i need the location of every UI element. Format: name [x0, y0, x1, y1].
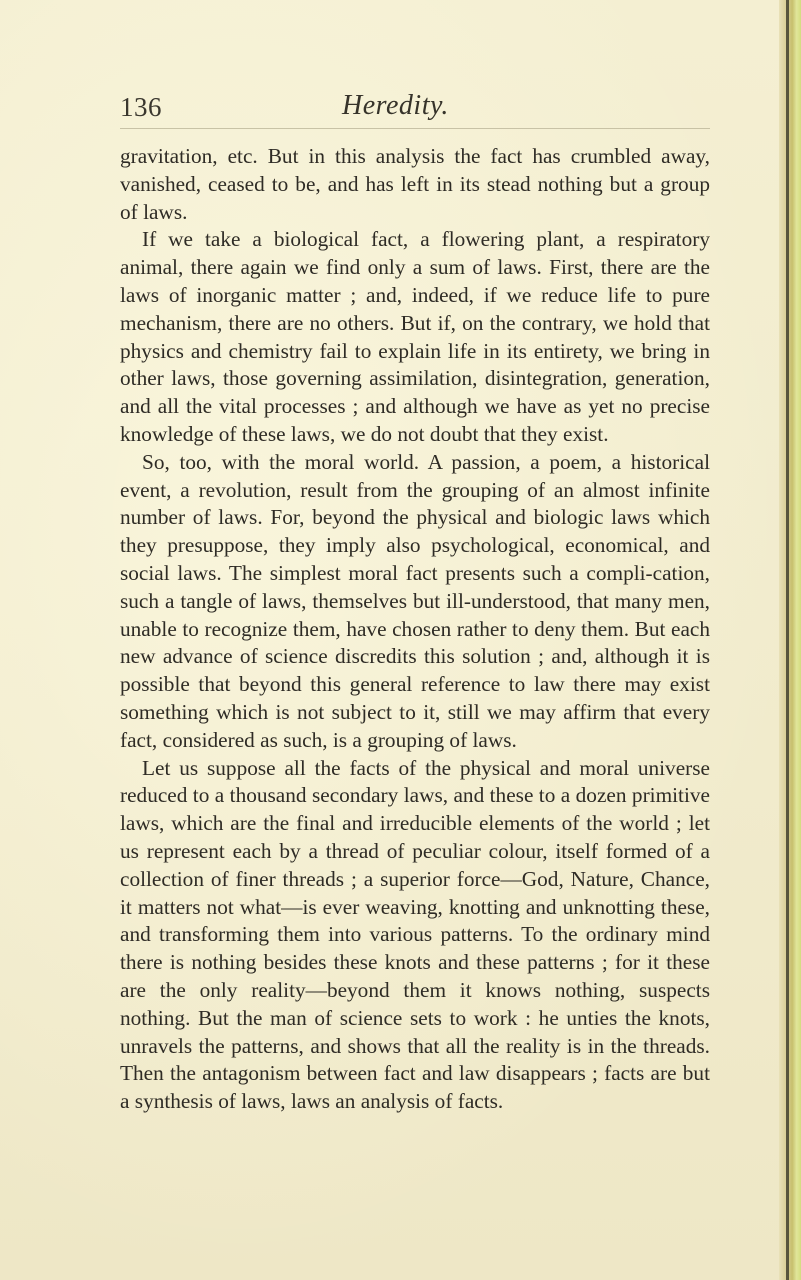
running-head: Heredity.: [342, 90, 449, 121]
paragraph: If we take a biological fact, a flowering plant, a respiratory animal, there again we find only a sum of laws. First, there are the laws of inorganic matter ; and, indeed, if we reduce life to pure mechanism, there are no others. But if, on the contrary, we hold that physics and chemistry fail to explain life in its entirety, we bring in other laws, those governing assimilation, disintegration, generation, and all the vital processes ; and although we have as yet no precise knowledge of these laws, we do not doubt that they exist.: [120, 227, 710, 446]
body-text: [120, 143, 710, 1116]
page-gutter-edge: [779, 0, 801, 1280]
paragraph: gravitation, etc. But in this analysis the fact has crumbled away, vanished, ceased to be, and has left in its stead nothing but a group of laws.: [120, 144, 710, 224]
page-number: 136: [120, 92, 162, 122]
header-rule: [120, 128, 710, 129]
binding-shadow-line: [786, 0, 789, 1280]
paragraph: So, too, with the moral world. A passion, a poem, a historical event, a revolution, result from the grouping of an almost infinite number of laws. For, beyond the physical and biologic laws which they presuppose, they imply also psychological, economical, and social laws. The simplest moral fact presents such a compli-cation, such a tangle of laws, themselves but ill-understood, that many men, unable to recognize them, have chosen rather to deny them. But each new advance of science discredits this solution ; and, although it is possible that beyond this general reference to law there may exist something which is not subject to it, still we may affirm that every fact, considered as such, is a grouping of laws.: [120, 449, 710, 752]
paragraph: Let us suppose all the facts of the physical and moral universe reduced to a thousand secondary laws, and these to a dozen primitive laws, which are the final and irreducible elements of the world ; let us represent each by a thread of peculiar colour, itself formed of a collection of finer threads ; a superior force—God, Nature, Chance, it matters not what—is ever weaving, knotting and unknotting these, and transforming them into various patterns. To the ordinary mind there is nothing besides these knots and these patterns ; for it these are the only reality—beyond them it knows nothing, suspects nothing. But the man of science sets to work : he unties the knots, unravels the patterns, and shows that all the reality is in the threads. Then the antagonism between fact and law disappears ; facts are but a synthesis of laws, laws an analysis of facts.: [120, 755, 710, 1114]
page-header: [120, 88, 720, 128]
